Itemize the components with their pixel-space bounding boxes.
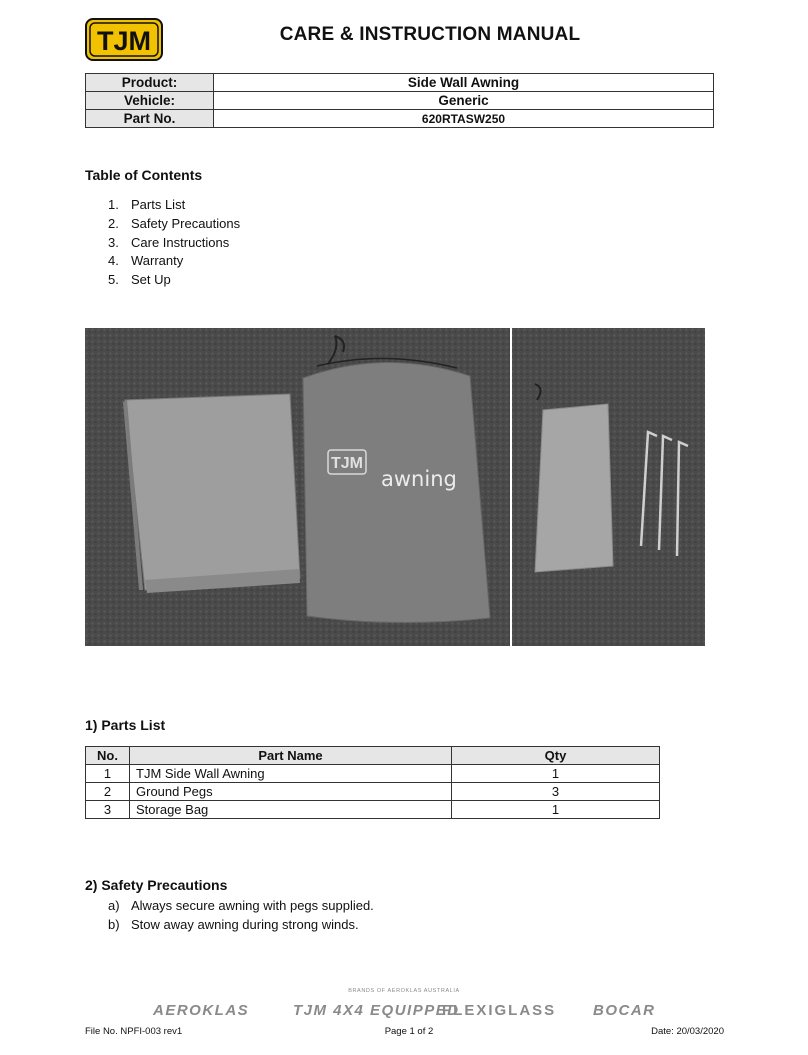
storage-bag — [303, 336, 490, 623]
tjm-logo — [85, 18, 163, 61]
list-item — [108, 897, 374, 916]
cell-no: 2 — [86, 783, 130, 801]
vehicle-label: Vehicle: — [86, 92, 214, 110]
list-item-text: Stow away awning during strong winds. — [131, 916, 359, 932]
cell-qty: 3 — [452, 783, 660, 801]
cell-qty: 1 — [452, 801, 660, 819]
toc-item-label: Parts List — [131, 197, 186, 212]
toc-heading: Table of Contents — [85, 167, 203, 183]
brands-caption: BRANDS OF AEROKLAS AUSTRALIA — [348, 988, 460, 994]
column-header-part-name: Part Name — [130, 747, 452, 765]
safety-list — [108, 897, 374, 935]
toc-item-label: Set Up — [131, 272, 171, 288]
column-header-no: No. — [86, 747, 130, 765]
toc-item — [108, 196, 240, 215]
cell-part-name: TJM Side Wall Awning — [130, 765, 452, 783]
product-row — [86, 74, 714, 92]
brand-logo-tjm: TJM 4X4 EQUIPPED — [293, 1002, 460, 1019]
product-photo — [85, 328, 705, 646]
toc-item-label: Care Instructions — [131, 234, 230, 250]
parts-table — [85, 746, 660, 819]
cell-part-name: Ground Pegs — [130, 783, 452, 801]
folded-awning — [123, 394, 300, 593]
list-item-marker: b) — [108, 916, 120, 932]
parts-list-heading: 1) Parts List — [85, 717, 166, 733]
toc-item-number: 3. — [108, 234, 119, 250]
toc-item-number: 2. — [108, 215, 119, 231]
list-item-text: Always secure awning with pegs supplied. — [131, 898, 374, 913]
column-header-qty: Qty — [452, 747, 660, 765]
product-label: Product: — [86, 74, 214, 92]
toc-item-label: Safety Precautions — [131, 215, 241, 231]
table-row — [86, 783, 660, 801]
bag-awning-text: awning — [381, 467, 457, 491]
bag-logo-text: TJM — [331, 455, 363, 472]
safety-heading: 2) Safety Precautions — [85, 877, 228, 893]
cell-qty: 1 — [452, 765, 660, 783]
vehicle-row — [86, 92, 714, 110]
toc-item-number: 4. — [108, 253, 119, 269]
brand-logo-flexiglass: FLEXIGLASS — [442, 1002, 557, 1019]
vehicle-value: Generic — [214, 92, 714, 110]
logo-text: TJM — [97, 26, 151, 56]
brand-logo-aeroklas: AEROKLAS — [153, 1002, 250, 1019]
list-item — [108, 916, 374, 935]
footer-file-number: File No. NPFI-003 rev1 — [85, 1026, 183, 1037]
cell-no: 1 — [86, 765, 130, 783]
photo-divider — [510, 328, 512, 646]
product-info-table — [85, 73, 714, 128]
peg-bag — [535, 384, 613, 572]
list-item-marker: a) — [108, 898, 120, 913]
footer-page-number: Page 1 of 2 — [384, 1026, 434, 1037]
toc-item — [108, 215, 240, 234]
toc-item-number: 5. — [108, 272, 119, 288]
cell-no: 3 — [86, 801, 130, 819]
toc-item — [108, 252, 240, 271]
part-number-value: 620RTASW250 — [214, 110, 714, 128]
table-row — [86, 801, 660, 819]
part-number-label: Part No. — [86, 110, 214, 128]
toc-item — [108, 234, 240, 253]
brand-logo-bocar: BOCAR — [593, 1002, 656, 1019]
footer-date: Date: 20/03/2020 — [651, 1026, 724, 1037]
cell-part-name: Storage Bag — [130, 801, 452, 819]
table-row — [86, 765, 660, 783]
product-value: Side Wall Awning — [214, 74, 714, 92]
part-number-row — [86, 110, 714, 128]
parts-table-header — [86, 747, 660, 765]
toc-item-number: 1. — [108, 197, 119, 212]
toc-list — [108, 196, 240, 290]
toc-item — [108, 271, 240, 290]
page-title: CARE & INSTRUCTION MANUAL — [279, 24, 581, 45]
toc-item-label: Warranty — [131, 253, 184, 269]
